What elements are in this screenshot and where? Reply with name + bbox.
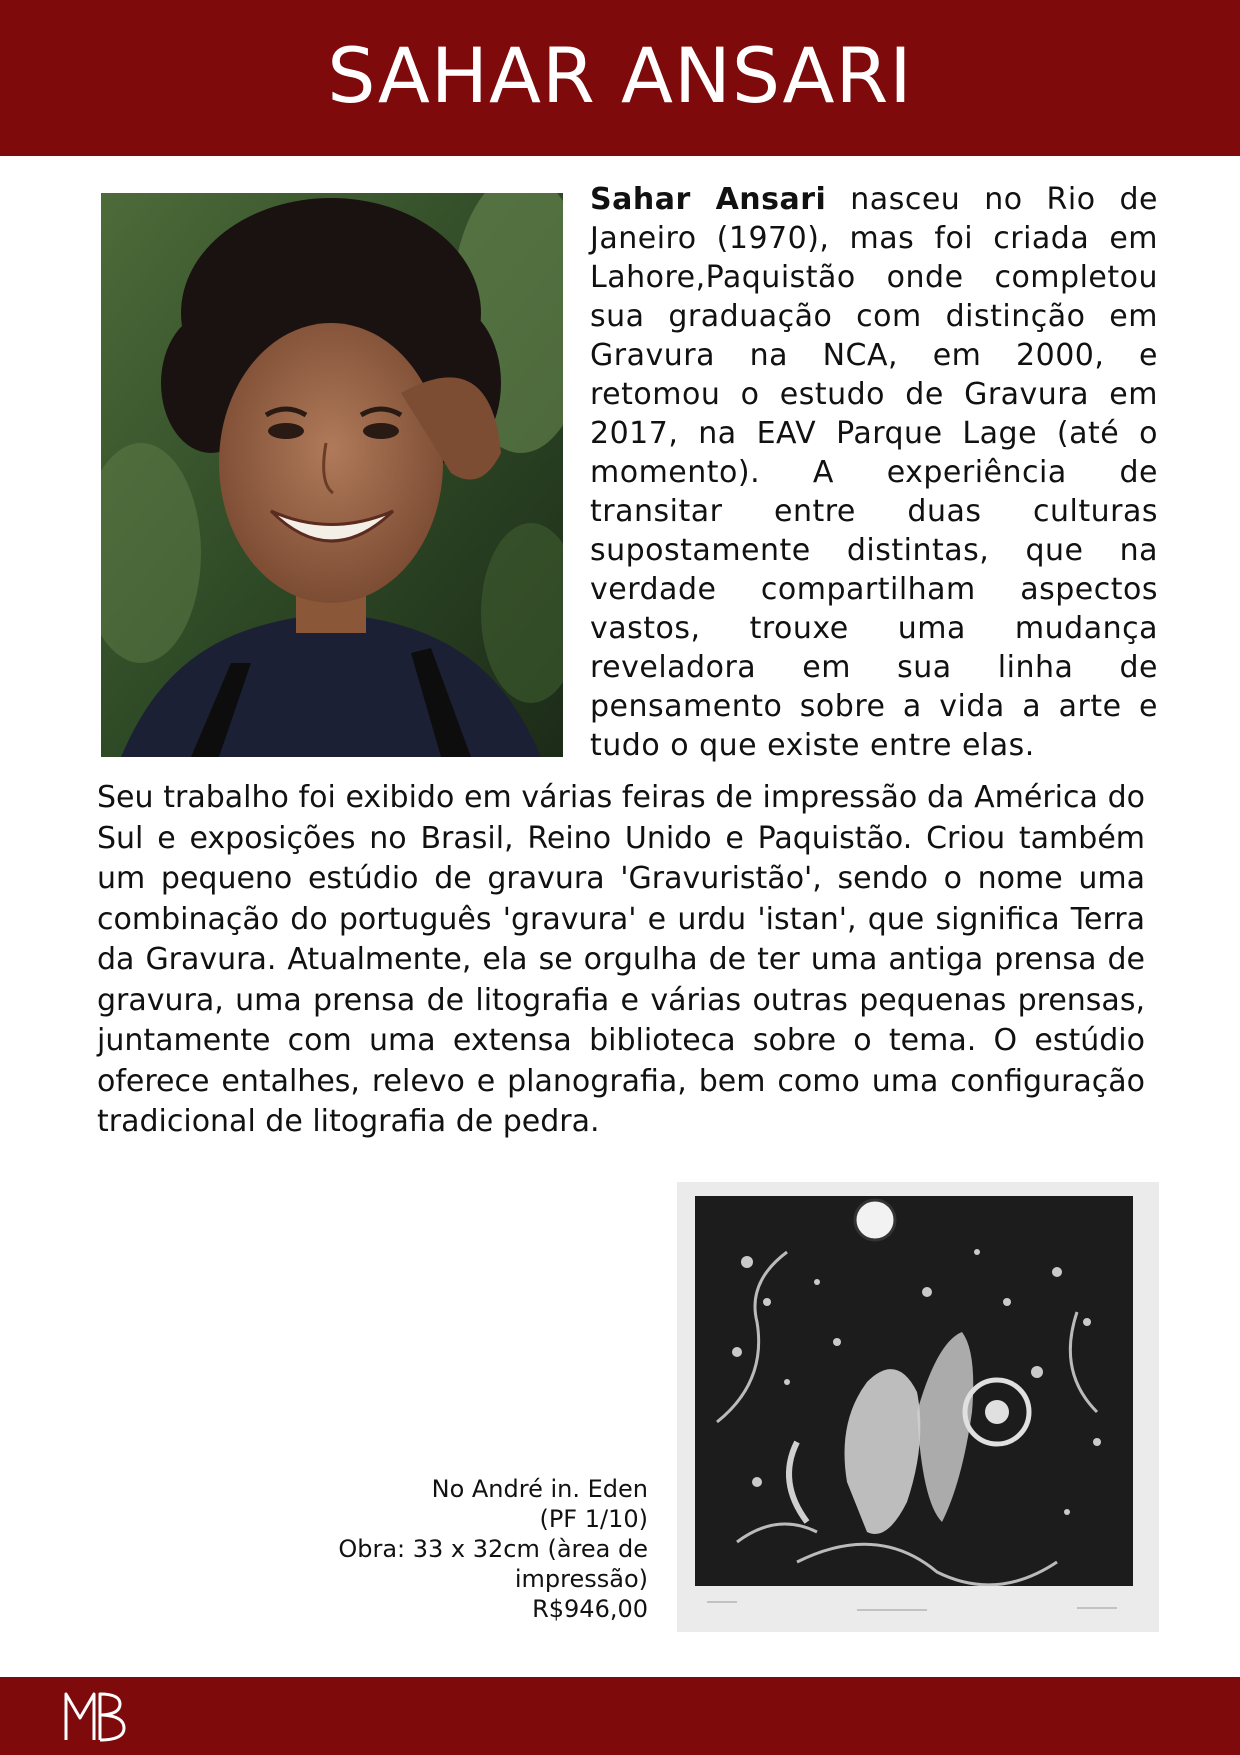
artwork-dimensions: Obra: 33 x 32cm (àrea de impressão) bbox=[338, 1535, 648, 1593]
bio-artist-name: Sahar Ansari bbox=[590, 182, 827, 217]
artist-portrait bbox=[101, 193, 563, 757]
artwork-image bbox=[677, 1182, 1159, 1632]
artwork-title: No André in. Eden bbox=[431, 1475, 648, 1503]
mb-logo-icon bbox=[62, 1688, 132, 1744]
footer-bar bbox=[0, 1677, 1240, 1755]
artwork-edition: (PF 1/10) bbox=[539, 1505, 648, 1533]
bio-intro-text: nasceu no Rio de Janeiro (1970), mas foi criada em Lahore,Paquistão onde completou sua graduação com distinção em Gravura na NCA, em 2000, e retomou o estudo de Gravura em 2017, na EAV Parque Lage (até o momento). A experiência de transitar entre duas culturas supostamente distintas, que na verdade compartilham aspectos vastos, trouxe uma mudança reveladora em sua linha de pensamento sobre a vida a arte e tudo o que existe entre elas. bbox=[590, 182, 1158, 763]
bio-second-paragraph: Seu trabalho foi exibido em várias feiras de impressão da América do Sul e exposições no Brasil, Reino Unido e Paquistão. Criou também um pequeno estúdio de gravura 'Gravuristão', sendo o nome uma combinação do português 'gravura' e urdu 'istan', que significa Terra da Gravura. Atualmente, ela se orgulha de ter uma antiga prensa de gravura, uma prensa de litografia e várias outras pequenas prensas, juntamente com uma extensa biblioteca sobre o tema. O estúdio oferece entalhes, relevo e planografia, bem como uma configuração tradicional de litografia de pedra. bbox=[97, 780, 1145, 1139]
artist-name-title: SAHAR ANSARI bbox=[327, 31, 913, 120]
artwork-price: R$946,00 bbox=[532, 1595, 648, 1623]
bio-intro-paragraph bbox=[590, 180, 1158, 765]
artwork-caption bbox=[300, 1474, 648, 1624]
header-bar bbox=[0, 0, 1240, 156]
